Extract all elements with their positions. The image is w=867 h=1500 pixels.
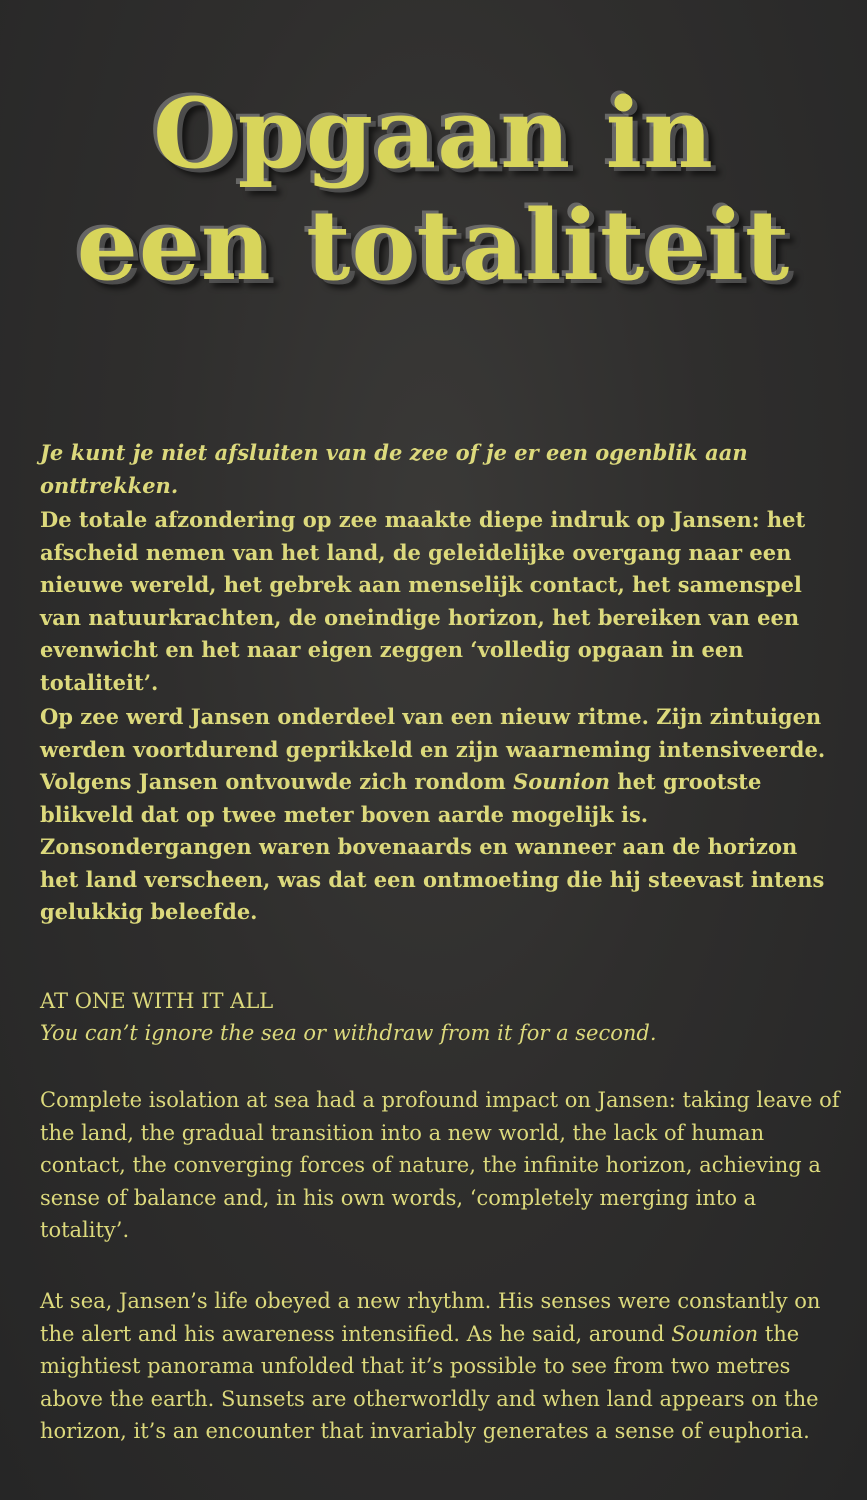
english-paragraph-2-emphasis: Sounion (671, 1321, 759, 1346)
dutch-paragraph-2-emphasis: Sounion (513, 769, 611, 794)
dutch-paragraph-2 (40, 701, 840, 929)
panel-title (0, 78, 867, 302)
english-paragraph-2-start: At sea, Jansen’s life obeyed a new rhythm. His senses were constantly on the alert and his awareness intensified. As he said, around (40, 1289, 821, 1346)
english-paragraph-2-end: the mightiest panorama unfolded that it’s possible to see from two metres above the earth. Sunsets are otherworldly and when land appears on the horizon, it’s an encounter that invariably generates a sense of euphoria. (40, 1321, 819, 1443)
dutch-paragraph-2-end: het grootste blikveld dat op twee meter boven aarde mogelijk is. Zonsondergangen waren bovenaards en wanneer aan de horizon het land verscheen, was dat een ontmoeting die hij steevast intens gelukkig beleefde. (40, 769, 825, 924)
dutch-intro: Je kunt je niet afsluiten van de zee of je er een ogenblik aan onttrekken. (40, 440, 748, 498)
english-intro: You can’t ignore the sea or withdraw from it for a second. (40, 1021, 657, 1045)
title-line-1: Opgaan in (153, 77, 714, 190)
dutch-paragraph-1: De totale afzondering op zee maakte diepe indruk op Jansen: het afscheid nemen van het land, de geleidelijke overgang naar een nieuwe wereld, het gebrek aan menselijk contact, het samenspel van natuurkrachten, de oneindige horizon, het bereiken van een evenwicht en het naar eigen zeggen ‘volledig opgaan in een totaliteit’. (40, 507, 806, 695)
english-paragraph-2 (40, 1285, 840, 1448)
dutch-paragraph-2-start: Op zee werd Jansen onderdeel van een nieuw ritme. Zijn zintuigen werden voortdurend geprikkeld en zijn waarneming intensiveerde. Volgens Jansen ontvouwde zich rondom (40, 704, 826, 794)
title-line-2: een totaliteit (76, 189, 791, 302)
english-paragraph-1: Complete isolation at sea had a profound impact on Jansen: taking leave of the land, the gradual transition into a new world, the lack of human contact, the converging forces of nature, the infinite horizon, achieving a sense of balance and, in his own words, ‘completely merging into a totality’. (40, 1088, 840, 1242)
english-heading: AT ONE WITH IT ALL (40, 989, 274, 1013)
